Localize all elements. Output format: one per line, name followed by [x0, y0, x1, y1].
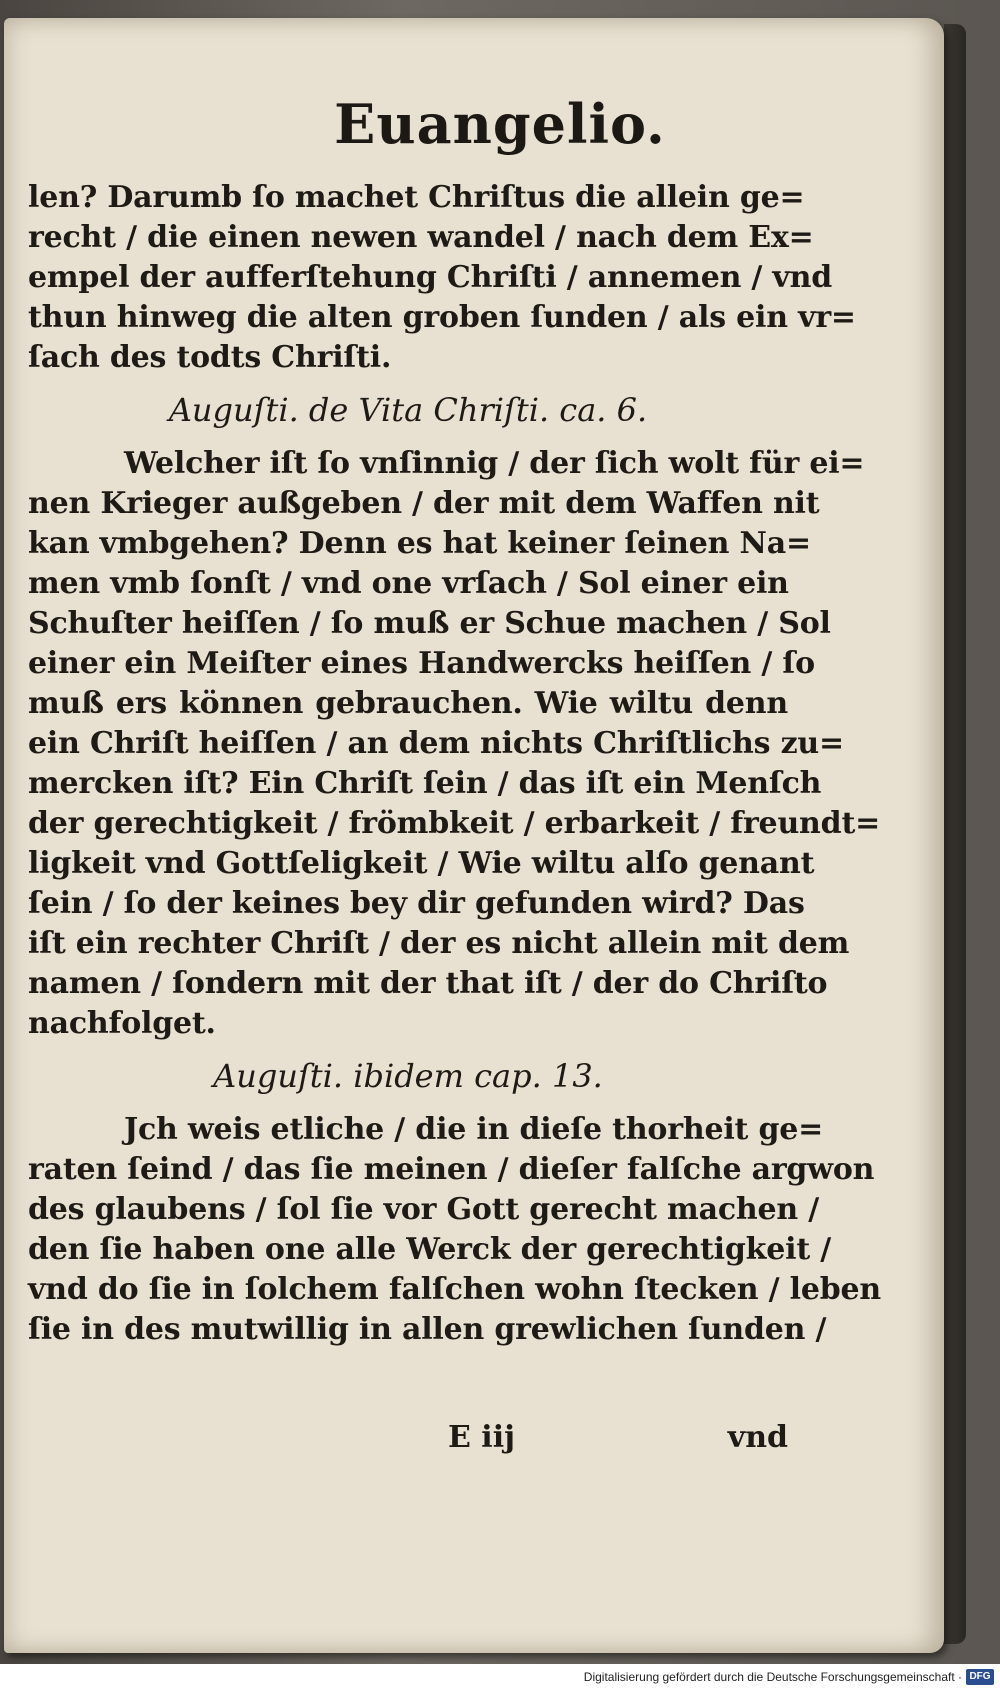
- text-line: raten ſeind / das ſie meinen / dieſer falſche argwon: [28, 1152, 875, 1187]
- section-heading: Auguſti. de Vita Chriſti. ca. 6.: [168, 391, 648, 429]
- text-line: ein Chriſt heiſſen / an dem nichts Chriſtlichs zu=: [28, 726, 844, 761]
- page-text: [28, 178, 882, 1350]
- text-line: den ſie haben one alle Werck der gerechtigkeit /: [28, 1232, 831, 1267]
- text-line: thun hinweg die alten groben ſunden / als ein vr=: [28, 300, 856, 335]
- text-line: empel der aufferſtehung Chriſti / annemen / vnd: [28, 260, 833, 295]
- text-line: ſach des todts Chriſti.: [28, 340, 392, 375]
- page-foot: [28, 1420, 788, 1460]
- text-line: muß ers können gebrauchen. Wie wiltu denn: [28, 686, 788, 721]
- section-heading: Auguſti. ibidem cap. 13.: [213, 1057, 603, 1095]
- text-line: len? Darumb ſo machet Chriſtus die allein ge=: [28, 180, 805, 215]
- digitization-footer: [0, 1664, 1000, 1692]
- text-line: vnd do ſie in ſolchem falſchen wohn ſtecken / leben: [28, 1272, 882, 1307]
- text-line: iſt ein rechter Chriſt / der es nicht allein mit dem: [28, 926, 850, 961]
- text-line: ſein / ſo der keines bey dir gefunden wird? Das: [28, 886, 805, 921]
- text-line: kan vmbgehen? Denn es hat keiner ſeinen Na=: [28, 526, 811, 561]
- text-line: nen Krieger außgeben / der mit dem Waffen nit: [28, 486, 820, 521]
- text-line: namen / ſondern mit der that iſt / der do Chriſto: [28, 966, 828, 1001]
- text-line: recht / die einen newen wandel / nach dem Ex=: [28, 220, 814, 255]
- text-line: ligkeit vnd Gottſeligkeit / Wie wiltu alſo genant: [28, 846, 815, 881]
- running-head: Euangelio.: [334, 92, 666, 156]
- text-line: nachfolget.: [28, 1006, 216, 1041]
- text-line: ſie in des mutwillig in allen grewlichen ſunden /: [28, 1312, 827, 1347]
- dfg-logo: DFG: [966, 1669, 994, 1685]
- catchword: vnd: [727, 1420, 788, 1455]
- text-line: des glaubens / ſol ſie vor Gott gerecht machen /: [28, 1192, 819, 1227]
- book-edge: [944, 24, 966, 1644]
- text-line: Welcher iſt ſo vnſinnig / der ſich wolt für ei=: [124, 446, 865, 481]
- funding-credit: Digitalisierung gefördert durch die Deutsche Forschungsgemeinschaft ·: [583, 1670, 962, 1684]
- signature-mark: E iij: [448, 1420, 515, 1455]
- text-line: einer ein Meiſter eines Handwercks heiſſen / ſo: [28, 646, 815, 681]
- text-line: Schuſter heiſſen / ſo muß er Schue machen / Sol: [28, 606, 831, 641]
- text-line: Jch weis etliche / die in dieſe thorheit ge=: [124, 1112, 824, 1147]
- text-line: mercken iſt? Ein Chriſt ſein / das iſt ein Menſch: [28, 766, 822, 801]
- text-line: der gerechtigkeit / frömbkeit / erbarkeit / freundt=: [28, 806, 881, 841]
- text-line: men vmb ſonſt / vnd one vrſach / Sol einer ein: [28, 566, 789, 601]
